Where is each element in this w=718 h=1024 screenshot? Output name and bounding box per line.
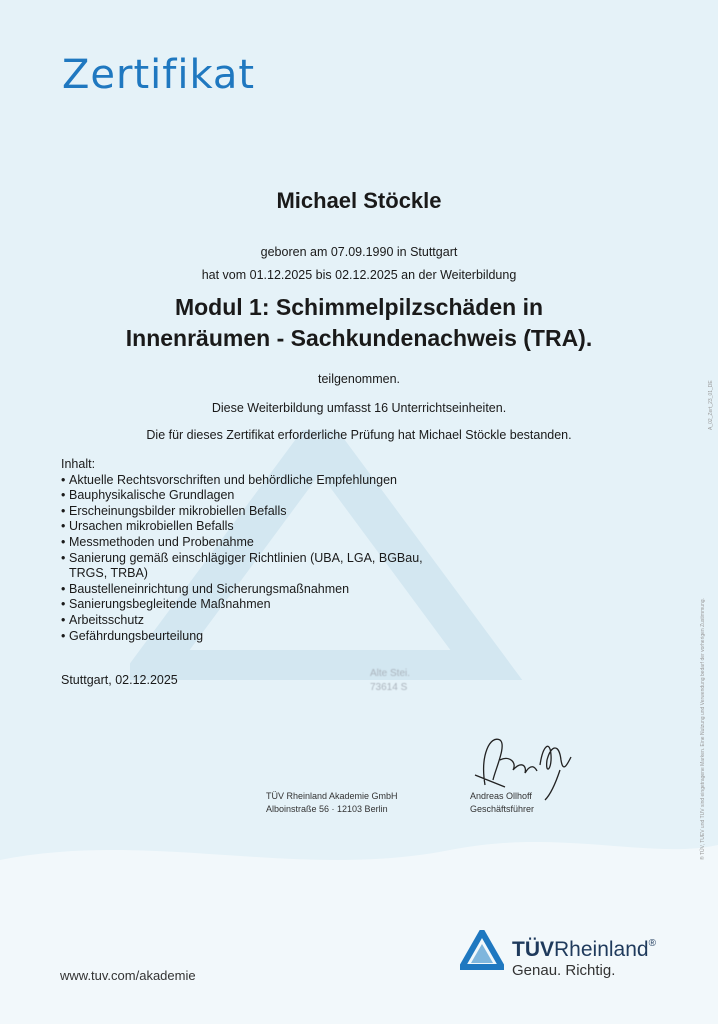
signer-title: Geschäftsführer	[470, 804, 535, 814]
brand-name	[512, 938, 656, 962]
place-date: Stuttgart, 02.12.2025	[61, 673, 178, 687]
list-item: • Arbeitsschutz	[61, 613, 423, 629]
list-item: • Sanierung gemäß einschlägiger Richtlinien (UBA, LGA, BGBau,	[61, 551, 423, 567]
module-title	[0, 292, 718, 354]
content-list	[61, 473, 423, 645]
issuer-address: Alboinstraße 56 · 12103 Berlin	[266, 804, 388, 814]
module-title-line1: Modul 1: Schimmelpilzschäden in	[174, 294, 544, 320]
content-heading: Inhalt:	[61, 457, 96, 471]
list-item: • Ursachen mikrobiellen Befalls	[61, 519, 423, 535]
list-item: • Bauphysikalische Grundlagen	[61, 488, 423, 504]
list-item: • Gefährdungsbeurteilung	[61, 629, 423, 645]
document-code: A_02_Zert_23_01_DE	[708, 380, 714, 430]
recipient-name: Michael Stöckle	[276, 188, 442, 213]
list-item: • Sanierungsbegleitende Maßnahmen	[61, 597, 423, 613]
list-item-continuation: TRGS, TRBA)	[69, 566, 148, 581]
list-item: • Erscheinungsbilder mikrobiellen Befalls	[61, 504, 423, 520]
stamp-line-1: Alte Stei.	[370, 668, 411, 679]
content-list-section	[61, 457, 423, 644]
signer-name: Andreas Ollhoff	[470, 791, 532, 801]
website-url: www.tuv.com/akademie	[60, 968, 196, 983]
birth-line: geboren am 07.09.1990 in Stuttgart	[260, 245, 458, 259]
tuv-triangle-logo-icon	[460, 930, 504, 970]
list-item: • Messmethoden und Probenahme	[61, 535, 423, 551]
period-line: hat vom 01.12.2025 bis 02.12.2025 an der Weiterbildung	[201, 268, 517, 282]
list-item: • Baustelleneinrichtung und Sicherungsmaßnahmen	[61, 582, 423, 598]
brand-tagline: Genau. Richtig.	[512, 962, 616, 979]
registered-mark: ®	[648, 938, 656, 949]
brand-rest: Rheinland	[554, 938, 649, 961]
faded-stamp	[370, 668, 410, 696]
stamp-line-2: 73614 S	[370, 682, 408, 693]
trademark-note: ® TÜV, TUEV und TUV sind eingetragene Marken. Eine Nutzung und Verwendung bedarf der vorherigen Zustimmung.	[700, 598, 706, 860]
module-title-line2: Innenräumen - Sachkundenachweis (TRA).	[125, 325, 593, 351]
participated-line: teilgenommen.	[318, 372, 400, 386]
brand-bold: TÜV	[512, 938, 554, 961]
issuer-block	[266, 790, 398, 816]
units-line: Diese Weiterbildung umfasst 16 Unterrichtseinheiten.	[211, 401, 507, 415]
certificate-title: Zertifikat	[62, 52, 256, 98]
issuer-name: TÜV Rheinland Akademie GmbH	[266, 791, 398, 801]
list-item: • Aktuelle Rechtsvorschriften und behördliche Empfehlungen	[61, 473, 423, 489]
exam-line: Die für dieses Zertifikat erforderliche Prüfung hat Michael Stöckle bestanden.	[146, 428, 572, 442]
signer-block	[470, 790, 534, 816]
